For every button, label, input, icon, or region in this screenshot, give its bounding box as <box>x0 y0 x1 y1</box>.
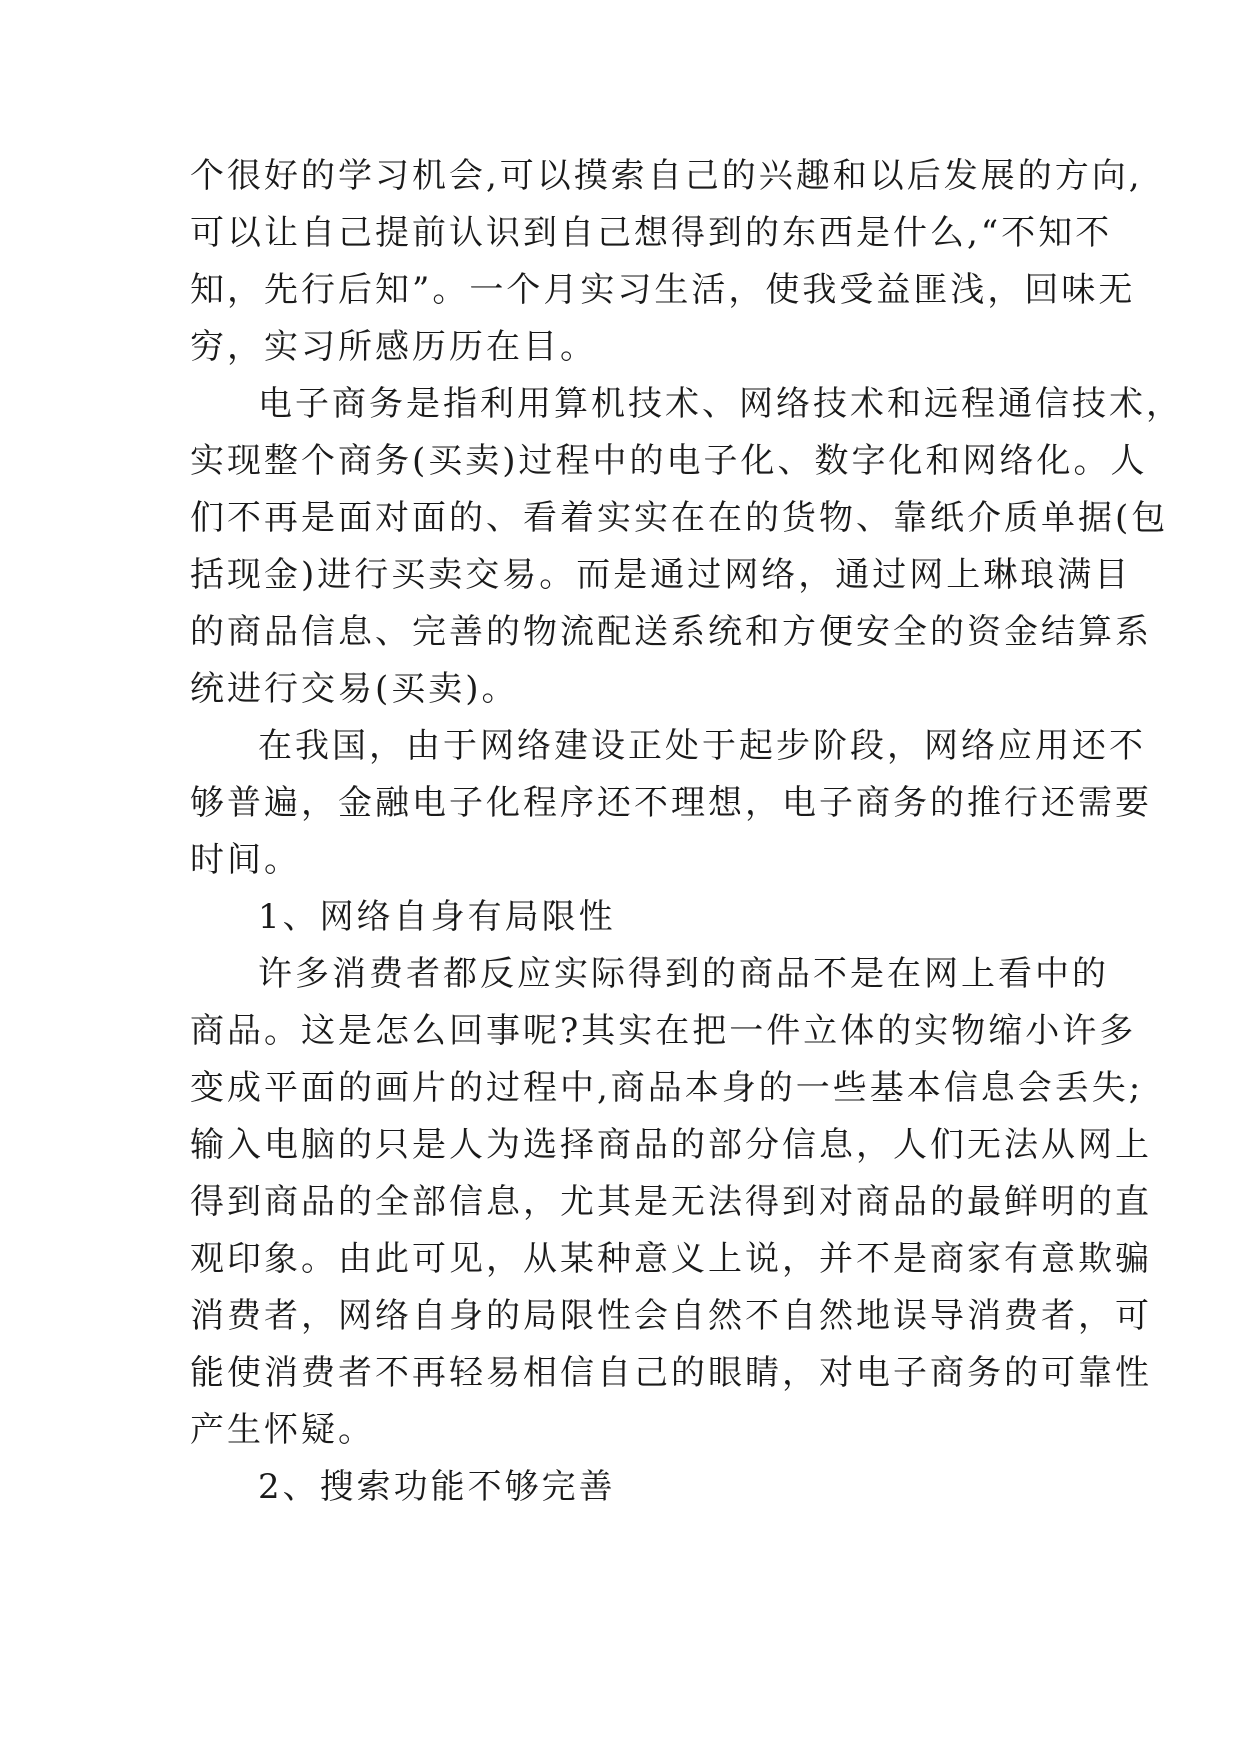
text-line: 输入电脑的只是人为选择商品的部分信息，人们无法从网上 <box>190 1125 1152 1165</box>
text-line: 实现整个商务(买卖)过程中的电子化、数字化和网络化。人 <box>190 441 1148 481</box>
text-line: 得到商品的全部信息，尤其是无法得到对商品的最鲜明的直 <box>190 1182 1152 1222</box>
section-heading: 2、搜索功能不够完善 <box>258 1467 616 1507</box>
paragraph-first-line: 电子商务是指利用算机技术、网络技术和远程通信技术， <box>258 384 1183 424</box>
text-line: 统进行交易(买卖)。 <box>190 669 519 709</box>
text-line: 观印象。由此可见，从某种意义上说，并不是商家有意欺骗 <box>190 1239 1152 1279</box>
text-line: 商品。这是怎么回事呢?其实在把一件立体的实物缩小许多 <box>190 1011 1137 1051</box>
text-line: 的商品信息、完善的物流配送系统和方便安全的资金结算系 <box>190 612 1152 652</box>
paragraph-first-line: 许多消费者都反应实际得到的商品不是在网上看中的 <box>258 954 1109 994</box>
text-line: 个很好的学习机会,可以摸索自己的兴趣和以后发展的方向, <box>190 156 1143 196</box>
text-line: 括现金)进行买卖交易。而是通过网络，通过网上琳琅满目 <box>190 555 1132 595</box>
text-line: 穷，实习所感历历在目。 <box>190 327 597 367</box>
text-line: 产生怀疑。 <box>190 1410 375 1450</box>
section-heading: 1、网络自身有局限性 <box>258 897 616 937</box>
text-line: 变成平面的画片的过程中,商品本身的一些基本信息会丢失; <box>190 1068 1144 1108</box>
text-line: 能使消费者不再轻易相信自己的眼睛，对电子商务的可靠性 <box>190 1353 1152 1393</box>
text-line: 时间。 <box>190 840 301 880</box>
paragraph-first-line: 在我国，由于网络建设正处于起步阶段，网络应用还不 <box>258 726 1146 766</box>
text-line: 们不再是面对面的、看着实实在在的货物、靠纸介质单据(包 <box>190 498 1169 538</box>
text-line: 知，先行后知”。一个月实习生活，使我受益匪浅，回味无 <box>190 270 1136 310</box>
text-line: 消费者，网络自身的局限性会自然不自然地误导消费者，可 <box>190 1296 1152 1336</box>
text-line: 可以让自己提前认识到自己想得到的东西是什么,“不知不 <box>190 213 1113 253</box>
text-line: 够普遍，金融电子化程序还不理想，电子商务的推行还需要 <box>190 783 1152 823</box>
